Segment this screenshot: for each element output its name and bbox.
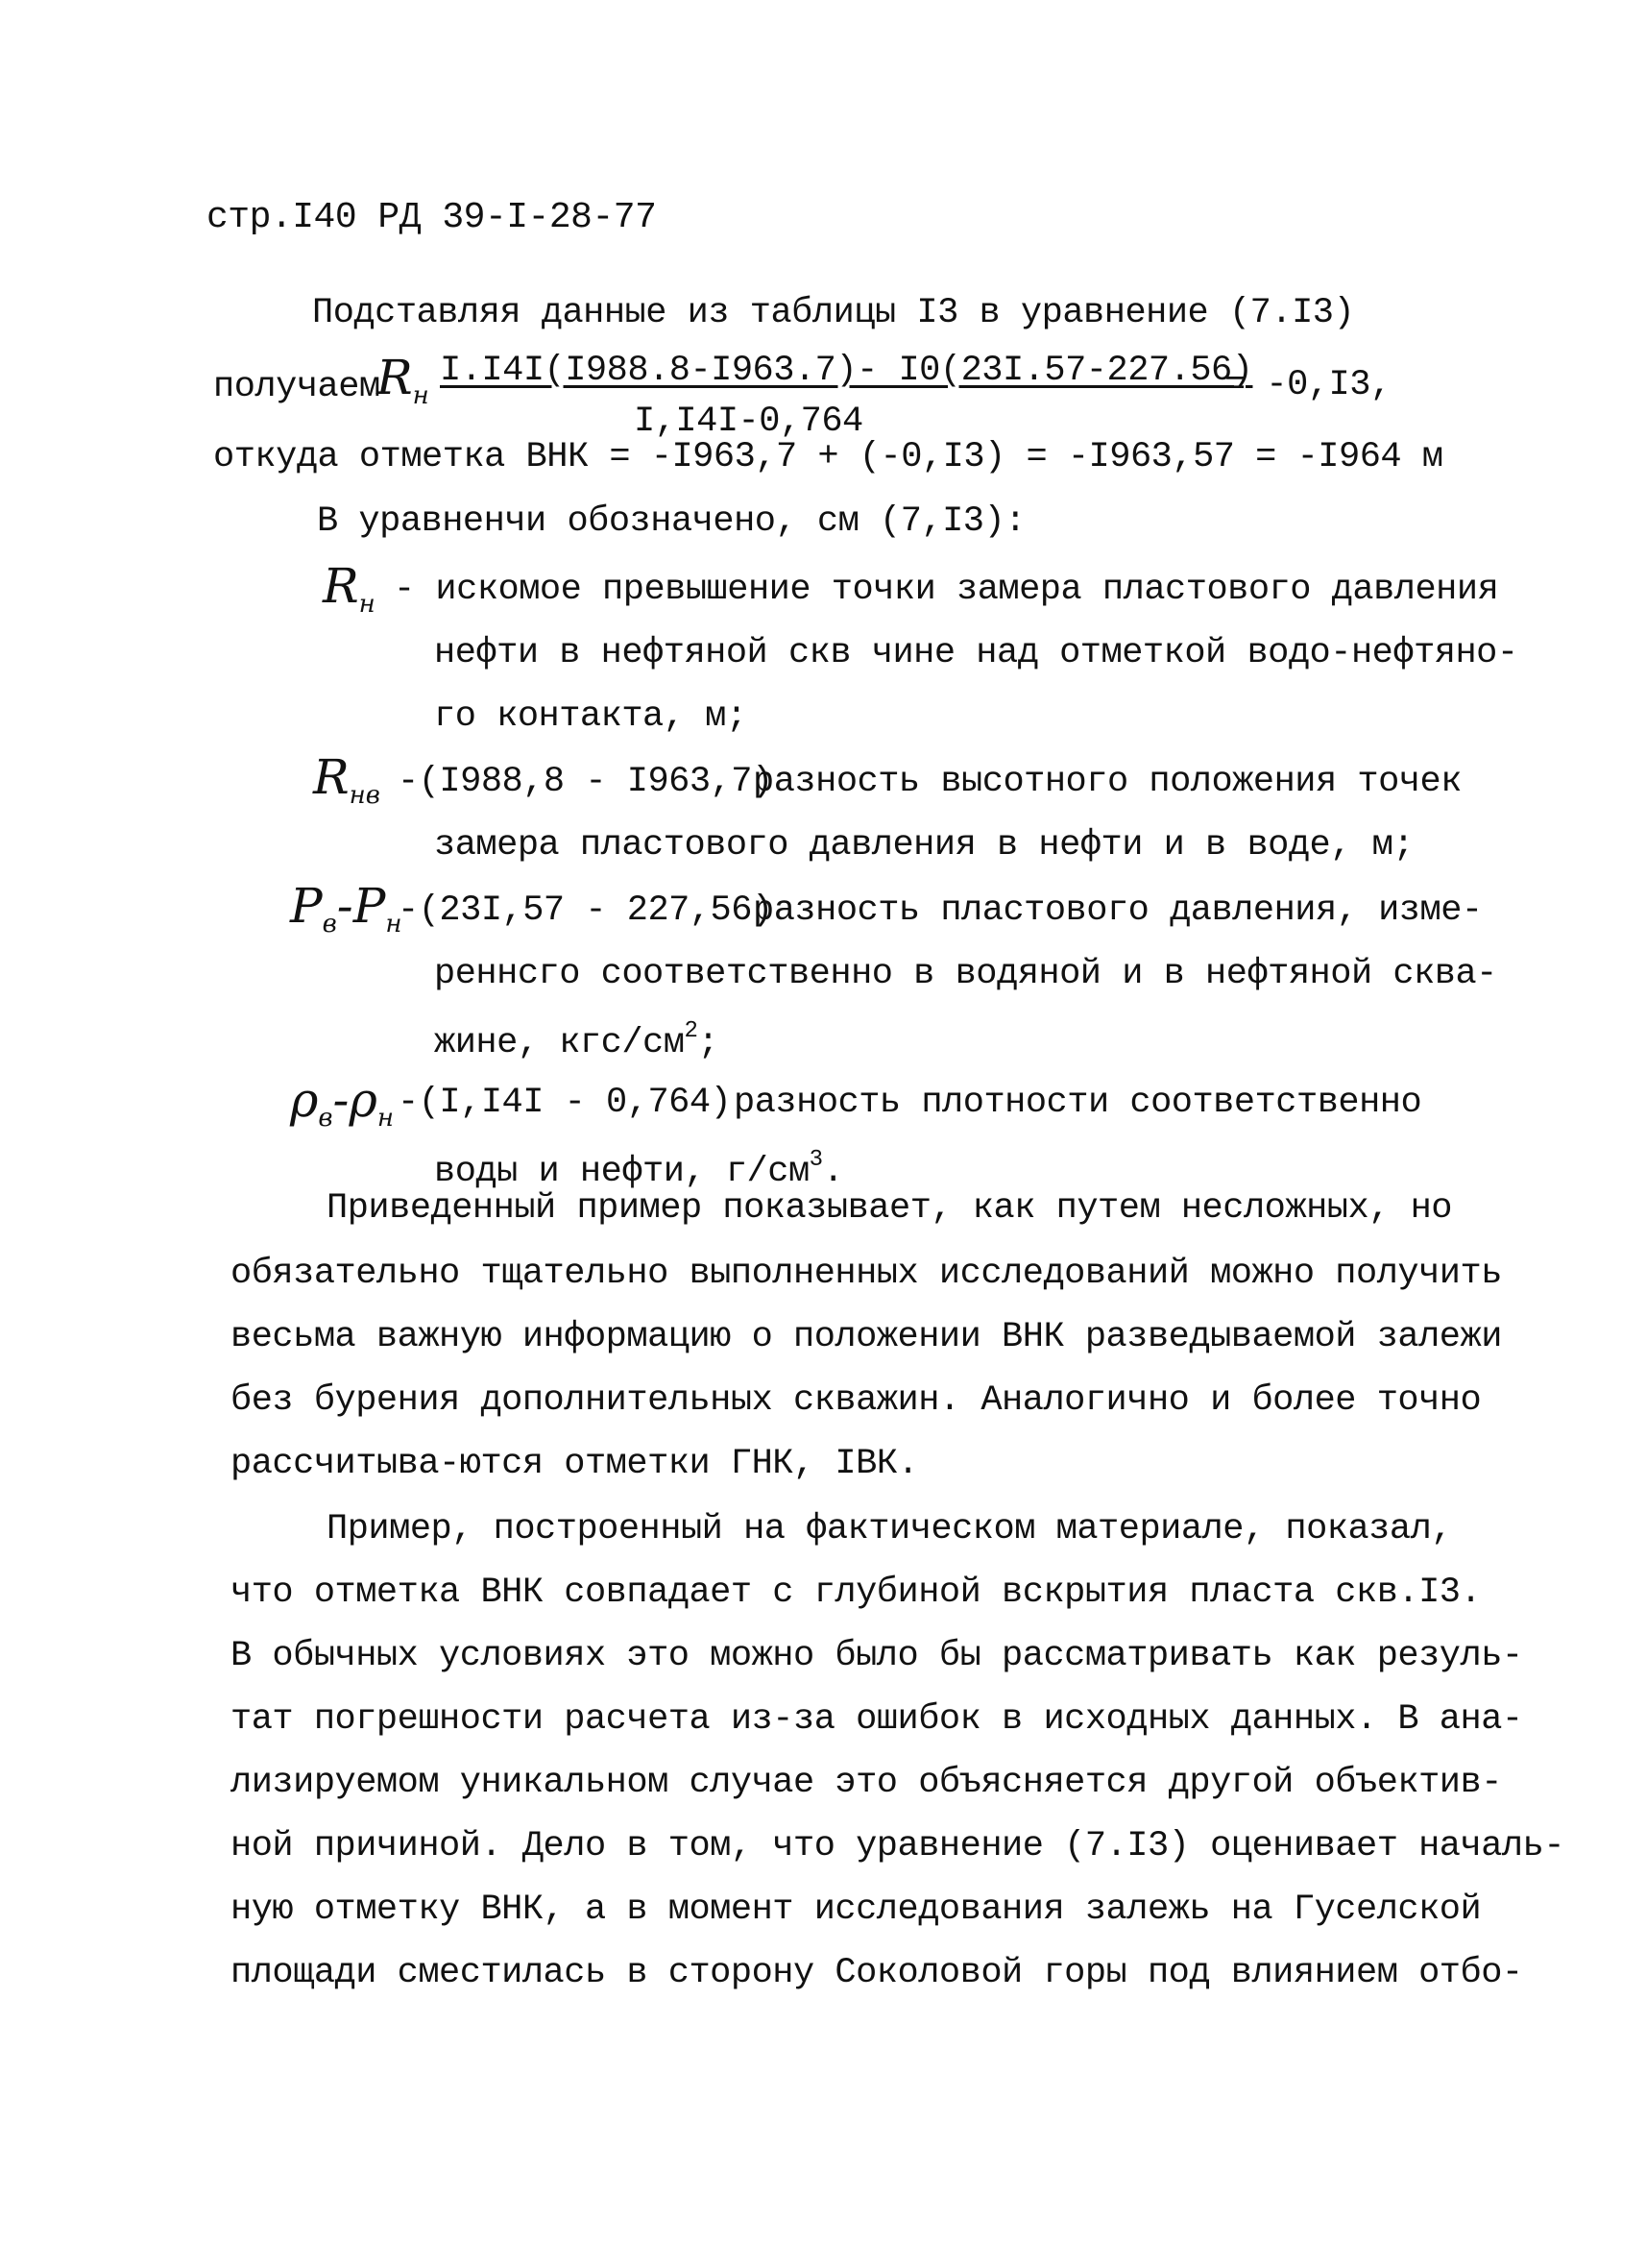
- legend-2-line-0: разность пластового давления, изме-: [753, 890, 1483, 931]
- legend-3-values: -(I,I4I - 0,764): [398, 1083, 732, 1123]
- intro-line: Подставляя данные из таблицы I3 в уравнение (7.I3): [312, 293, 1355, 333]
- paragraph2-line-2: В обычных условиях это можно было бы рассматривать как резуль-: [230, 1636, 1523, 1676]
- paragraph1-line-4: рассчитыва-ются отметки ГНК, IВК.: [230, 1444, 919, 1484]
- legend-0-line-2: го контакта, м;: [434, 696, 747, 737]
- paragraph2-line-0: Пример, построенный на фактическом материале, показал,: [327, 1509, 1452, 1549]
- paragraph1-line-0: Приведенный пример показывает, как путем несложных, но: [327, 1188, 1452, 1229]
- legend-symbol-rnv: $R_{нв}$: [313, 749, 380, 810]
- legend-1-line-0: разность высотного положения точек: [753, 762, 1462, 802]
- paragraph2-line-4: лизируемом уникальном случае это объясняется другой объектив-: [230, 1763, 1502, 1803]
- paragraph1-line-1: обязательно тщательно выполненных исследований можно получить: [230, 1254, 1502, 1294]
- paragraph2-line-3: тат погрешности расчета из-за ошибок в исходных данных. В ана-: [230, 1699, 1523, 1740]
- legend-symbol-pressure-diff: $P_в-P_н$: [290, 878, 402, 939]
- legend-1-values: -(I988,8 - I963,7): [398, 762, 773, 802]
- legend-1-line-1: замера пластового давления в нефти и в воде, м;: [434, 825, 1415, 866]
- formula-result: = -0,I3,: [1224, 365, 1392, 405]
- paragraph1-line-2: весьма важную информацию о положении ВНК разведываемой залежи: [230, 1317, 1502, 1357]
- paragraph2-line-5: ной причиной. Дело в том, что уравнение (7.I3) оценивает началь-: [230, 1826, 1565, 1866]
- formula-denominator: I,I4I-0,764: [634, 402, 863, 442]
- paragraph2-line-7: площади сместилась в сторону Соколовой горы под влиянием отбо-: [230, 1953, 1523, 1993]
- formula-symbol: $R_н$: [376, 350, 429, 410]
- paragraph2-line-1: что отметка ВНК совпадает с глубиной вскрытия пласта скв.I3.: [230, 1573, 1482, 1613]
- legend-0-line-1: нефти в нефтяной скв чине над отметкой водо-нефтяно-: [434, 633, 1518, 673]
- legend-3-line-0: разность плотности соответственно: [734, 1083, 1422, 1123]
- paragraph1-line-3: без бурения дополнительных скважин. Аналогично и более точно: [230, 1380, 1482, 1421]
- legend-intro: В уравненчи обозначено, см (7,I3):: [317, 501, 1026, 542]
- vnk-line: откуда отметка ВНК = -I963,7 + (-0,I3) = -I963,57 = -I964 м: [213, 437, 1443, 477]
- legend-symbol-rn: $R_н$: [323, 558, 375, 619]
- legend-2-line-2: жине, кгс/$см^2$;: [434, 1018, 719, 1063]
- page-header: стр.I40 РД 39-I-28-77: [206, 197, 657, 238]
- legend-3-line-1: воды и нефти, $г/см^3$.: [434, 1147, 844, 1192]
- formula-numerator: I.I4I(I988.8-I963.7)- I0(23I.57-227.56): [440, 351, 1253, 391]
- legend-2-line-1: реннсго соответственно в водяной и в нефтяной сква-: [434, 954, 1497, 994]
- legend-2-values: -(23I,57 - 227,56): [398, 890, 773, 931]
- legend-symbol-density-diff: $\rho_в-\rho_н$: [290, 1072, 394, 1133]
- legend-0-line-0: - искомое превышение точки замера пластового давления: [394, 570, 1499, 610]
- formula-prefix: получаем: [213, 367, 380, 407]
- paragraph2-line-6: ную отметку ВНК, а в момент исследования залежь на Гуселской: [230, 1890, 1482, 1930]
